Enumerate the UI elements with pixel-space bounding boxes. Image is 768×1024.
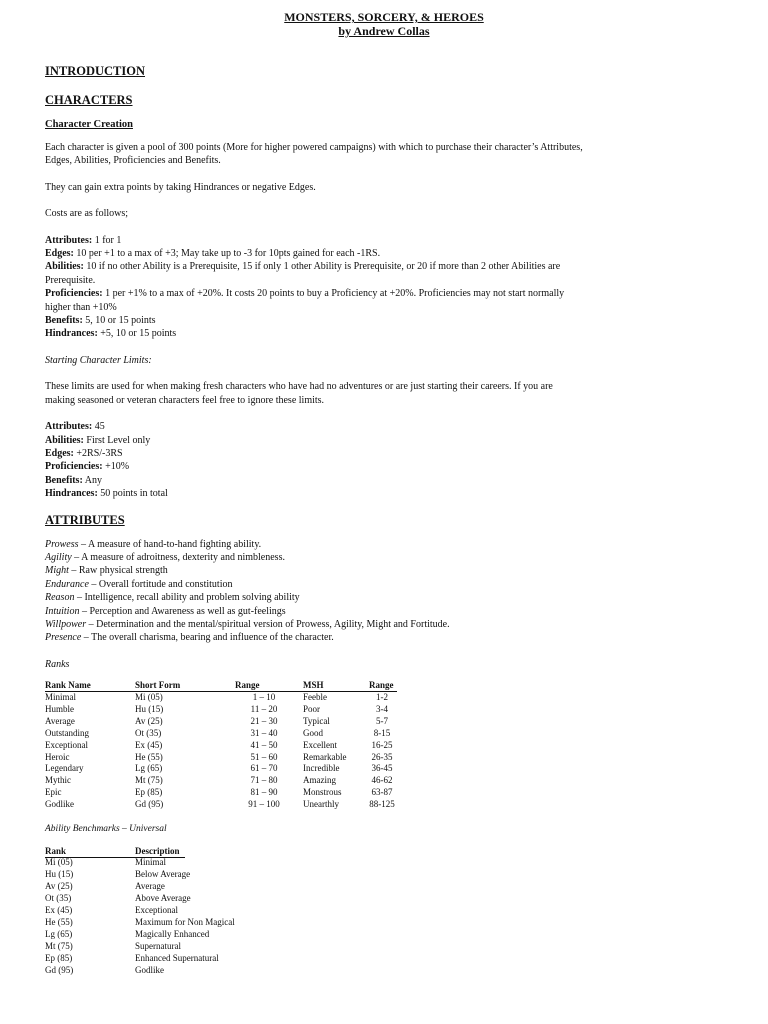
benchmark-row xyxy=(45,953,735,965)
limit-item: Abilities: First Level only xyxy=(45,434,151,446)
msh-cell: Poor xyxy=(303,703,321,714)
limit-item: Benefits: Any xyxy=(45,474,102,486)
rank-name-cell: Epic xyxy=(45,787,62,798)
benchmark-rank-cell: Ep (85) xyxy=(45,952,73,963)
benchmarks-heading: Ability Benchmarks – Universal xyxy=(45,824,167,835)
range-cell: 61 – 70 xyxy=(250,763,278,774)
msh-range-cell: 5-7 xyxy=(376,715,388,726)
short-form-cell: Hu (15) xyxy=(135,703,164,714)
short-form-cell: Av (25) xyxy=(135,715,163,726)
benchmark-description-cell: Magically Enhanced xyxy=(135,928,210,939)
range-cell: 21 – 30 xyxy=(250,715,278,726)
benchmark-row xyxy=(45,869,735,881)
ranks-header-row xyxy=(45,680,735,692)
rank-name-cell: Exceptional xyxy=(45,739,88,750)
ranks-row xyxy=(45,752,735,764)
ranks-heading: Ranks xyxy=(45,658,70,670)
starting-limits-heading: Starting Character Limits: xyxy=(45,354,152,366)
cost-item: Benefits: 5, 10 or 15 points xyxy=(45,315,156,327)
document-page xyxy=(45,10,735,977)
attribute-item: Agility – A measure of adroitness, dexterity and nimbleness. xyxy=(45,551,285,563)
msh-range-cell: 46-62 xyxy=(371,775,393,786)
ranks-row xyxy=(45,787,735,799)
short-form-cell: Mi (05) xyxy=(135,692,163,703)
ranks-row xyxy=(45,704,735,716)
header-range: Range xyxy=(235,680,260,691)
benchmark-rank-cell: He (55) xyxy=(45,916,73,927)
benchmark-rank-cell: Ot (35) xyxy=(45,893,72,904)
paragraph-pool: Each character is given a pool of 300 points (More for higher powered campaigns) with which to purchase their character’s Attributes, Edges, Abilities, Proficiencies and Benefits. xyxy=(45,142,583,167)
header-short-form: Short Form xyxy=(135,680,181,691)
msh-range-cell: 26-35 xyxy=(371,751,393,762)
msh-cell: Amazing xyxy=(303,775,336,786)
character-creation-heading: Character Creation xyxy=(45,119,133,130)
limit-item: Edges: +2RS/-3RS xyxy=(45,447,123,459)
range-cell: 1 – 10 xyxy=(252,692,276,703)
document-author: by Andrew Collas xyxy=(338,24,430,38)
benchmark-rank-cell: Mt (75) xyxy=(45,940,73,951)
paragraph-extra-points: They can gain extra points by taking Hindrances or negative Edges. xyxy=(45,181,316,193)
rank-name-cell: Heroic xyxy=(45,751,70,762)
header-rank-name: Rank Name xyxy=(45,680,91,691)
msh-range-cell: 36-45 xyxy=(371,763,393,774)
benchmark-description-cell: Average xyxy=(135,881,165,892)
benchmark-rank-cell: Lg (65) xyxy=(45,928,73,939)
rank-name-cell: Mythic xyxy=(45,775,71,786)
benchmark-description-cell: Godlike xyxy=(135,964,164,975)
benchmarks-table xyxy=(45,846,735,977)
cost-item: Prerequisite. xyxy=(45,274,96,286)
rank-name-cell: Minimal xyxy=(45,692,76,703)
limits-list xyxy=(45,420,735,500)
benchmark-row xyxy=(45,857,735,869)
costs-list xyxy=(45,234,735,341)
rank-name-cell: Humble xyxy=(45,703,74,714)
cost-item: Proficiencies: 1 per +1% to a max of +20%. It costs 20 points to buy a Proficiency at +20%. Proficiencies may not start normally xyxy=(45,288,565,300)
benchmark-row xyxy=(45,881,735,893)
introduction-heading: INTRODUCTION xyxy=(45,64,146,78)
short-form-cell: Mt (75) xyxy=(135,775,163,786)
short-form-cell: Ep (85) xyxy=(135,787,163,798)
attribute-item: Presence – The overall charisma, bearing and influence of the character. xyxy=(45,632,334,644)
ranks-row xyxy=(45,775,735,787)
benchmark-description-cell: Supernatural xyxy=(135,940,181,951)
msh-range-cell: 88-125 xyxy=(369,799,395,810)
limit-item: Attributes: 45 xyxy=(45,421,105,433)
attributes-list xyxy=(45,538,735,645)
msh-range-cell: 63-87 xyxy=(371,787,393,798)
msh-cell: Feeble xyxy=(303,692,327,703)
range-cell: 51 – 60 xyxy=(250,751,278,762)
cost-item: Attributes: 1 for 1 xyxy=(45,234,122,246)
benchmark-description-cell: Maximum for Non Magical xyxy=(135,916,235,927)
rank-name-cell: Legendary xyxy=(45,763,84,774)
cost-item: Abilities: 10 if no other Ability is a Prerequisite, 15 if only 1 other Ability is Prerequisite, or 20 if more than 2 other Abilities are xyxy=(45,261,561,273)
short-form-cell: Gd (95) xyxy=(135,799,164,810)
range-cell: 11 – 20 xyxy=(250,703,278,714)
cost-item: Edges: 10 per +1 to a max of +3; May take up to -3 for 10pts gained for each -1RS. xyxy=(45,248,381,260)
paragraph-costs-intro: Costs are as follows; xyxy=(45,208,129,220)
short-form-cell: Ex (45) xyxy=(135,739,163,750)
benchmark-rank-cell: Ex (45) xyxy=(45,905,73,916)
benchmark-rank-cell: Gd (95) xyxy=(45,964,74,975)
header-msh: MSH xyxy=(303,680,324,691)
attributes-heading: ATTRIBUTES xyxy=(45,512,125,527)
msh-range-cell: 3-4 xyxy=(376,703,388,714)
benchmark-rank-cell: Mi (05) xyxy=(45,857,73,868)
benchmark-row xyxy=(45,893,735,905)
msh-range-cell: 1-2 xyxy=(376,692,388,703)
ranks-row xyxy=(45,716,735,728)
benchmark-row xyxy=(45,941,735,953)
short-form-cell: Ot (35) xyxy=(135,727,162,738)
ranks-row xyxy=(45,728,735,740)
benchmark-row xyxy=(45,905,735,917)
range-cell: 81 – 90 xyxy=(250,787,278,798)
benchmark-description-cell: Minimal xyxy=(135,857,166,868)
msh-cell: Unearthly xyxy=(303,799,339,810)
paragraph-limits: These limits are used for when making fresh characters who have had no adventures or are just starting their careers. If you are making seasoned or veteran characters feel free to ignore these limits. xyxy=(45,381,553,406)
rank-name-cell: Average xyxy=(45,715,75,726)
msh-range-cell: 8-15 xyxy=(373,727,391,738)
msh-cell: Excellent xyxy=(303,739,337,750)
header-msh-range: Range xyxy=(369,680,394,691)
short-form-cell: He (55) xyxy=(135,751,163,762)
benchmark-rank-cell: Av (25) xyxy=(45,881,73,892)
benchmark-description-cell: Below Average xyxy=(135,869,191,880)
benchmark-description-cell: Exceptional xyxy=(135,905,178,916)
ranks-row xyxy=(45,763,735,775)
range-cell: 41 – 50 xyxy=(250,739,278,750)
benchmark-rank-cell: Hu (15) xyxy=(45,869,74,880)
cost-item: higher than +10% xyxy=(45,301,117,313)
rank-name-cell: Godlike xyxy=(45,799,74,810)
msh-cell: Monstrous xyxy=(303,787,342,798)
msh-cell: Good xyxy=(303,727,323,738)
header-description: Description xyxy=(135,845,180,856)
attribute-item: Reason – Intelligence, recall ability and problem solving ability xyxy=(45,592,300,604)
msh-cell: Typical xyxy=(303,715,330,726)
range-cell: 31 – 40 xyxy=(250,727,278,738)
attribute-item: Might – Raw physical strength xyxy=(45,565,168,577)
document-title: MONSTERS, SORCERY, & HEROES xyxy=(284,10,484,24)
rank-name-cell: Outstanding xyxy=(45,727,89,738)
benchmark-row xyxy=(45,929,735,941)
short-form-cell: Lg (65) xyxy=(135,763,163,774)
attribute-item: Endurance – Overall fortitude and constitution xyxy=(45,578,233,590)
ranks-row xyxy=(45,692,735,704)
msh-cell: Remarkable xyxy=(303,751,347,762)
msh-range-cell: 16-25 xyxy=(371,739,393,750)
benchmark-description-cell: Above Average xyxy=(135,893,191,904)
header-rank: Rank xyxy=(45,845,67,856)
ranks-table xyxy=(45,680,735,811)
msh-cell: Incredible xyxy=(303,763,340,774)
attribute-item: Willpower – Determination and the mental/spiritual version of Prowess, Agility, Might and Fortitude. xyxy=(45,618,450,630)
range-cell: 91 – 100 xyxy=(248,799,280,810)
limit-item: Proficiencies: +10% xyxy=(45,461,130,473)
characters-heading: CHARACTERS xyxy=(45,93,133,107)
benchmark-row xyxy=(45,917,735,929)
ranks-row xyxy=(45,740,735,752)
range-cell: 71 – 80 xyxy=(250,775,278,786)
attribute-item: Prowess – A measure of hand-to-hand fighting ability. xyxy=(45,538,262,550)
cost-item: Hindrances: +5, 10 or 15 points xyxy=(45,328,177,340)
attribute-item: Intuition – Perception and Awareness as well as gut-feelings xyxy=(45,605,286,617)
limit-item: Hindrances: 50 points in total xyxy=(45,488,168,500)
benchmarks-header-row xyxy=(45,846,735,858)
benchmark-row xyxy=(45,965,735,977)
ranks-row xyxy=(45,799,735,811)
benchmark-description-cell: Enhanced Supernatural xyxy=(135,952,219,963)
